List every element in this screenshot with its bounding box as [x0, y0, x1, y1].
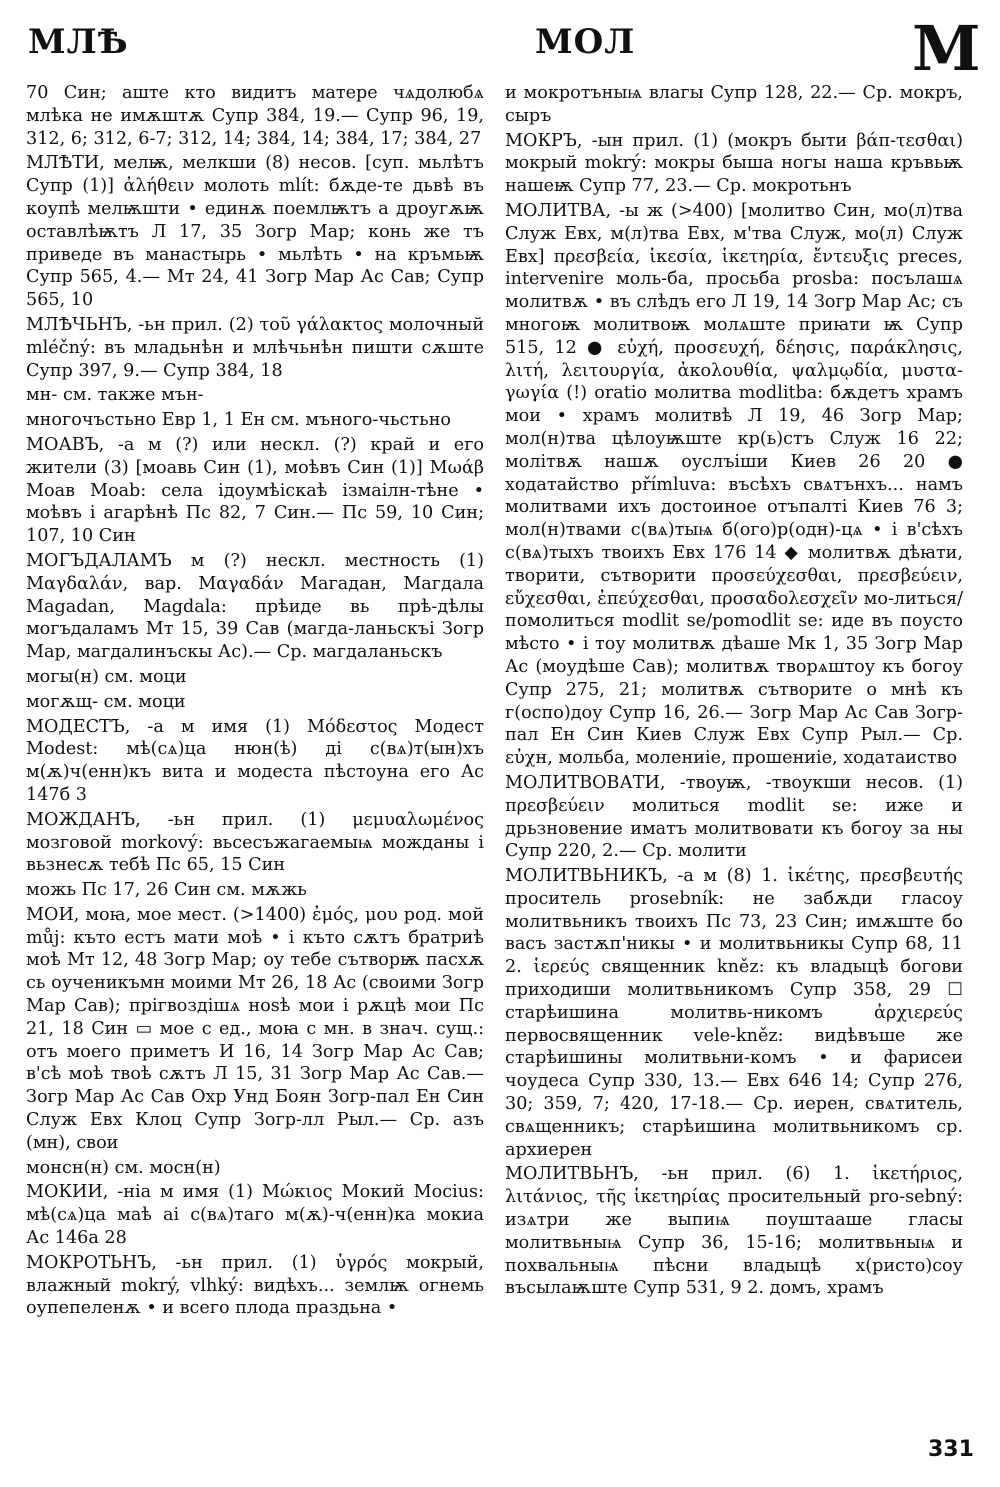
right-column	[505, 82, 963, 1302]
entry: МОКРОТЬНЪ, -ьн прил. (1) ὑγρός мокрый, влажный mokrý, vlhký: видѣхъ... землѭ огнемь оупепеленѫ • и всего плода праздьна •	[26, 1252, 484, 1319]
left-column	[26, 82, 484, 1322]
entry: МОКРЪ, -ын прил. (1) (мокръ быти βάπ-τεσθαι) мокрый mokrý: мокры быша ногы наша кръвьѭ нашеѭ Супр 77, 23.— Ср. мокротьнъ	[505, 130, 963, 197]
page-number: 331	[928, 1437, 974, 1462]
entry: МОЛИТВЬНЪ, -ьн прил. (6) 1. ἱκετήριος, λιτάνιος, τῆς ἱκετηρίας просительный pro-sebný: изѧтри же выпиѩ поуштааше гласы молитвьныѩ Супр 36, 15-16; молитвьныѩ и похвальныѩ пѣсни владыцѣ х(ристо)соу въсылаѭште Супр 531, 9 2. домъ, храмъ	[505, 1164, 963, 1299]
running-head-left: МЛѢ	[28, 22, 129, 62]
entry: МОЛИТВОВАТИ, -твоуѭ, -твоукши несов. (1) πρεσβεύειν молиться modlit se: иже и дрьзновение иматъ молитвовати къ богоу за ны Супр 220, 2.— Ср. молити	[505, 772, 963, 862]
entry: мн- см. также мън-	[26, 385, 204, 406]
entry: многочъстьно Евр 1, 1 Ен см. мъного-чьстьно	[26, 410, 452, 431]
entry: и мокротъныѩ влагы Супр 128, 22.— Ср. мокръ, сыръ	[505, 83, 963, 126]
running-head-center: МОЛ	[535, 22, 636, 62]
entry: можь Пс 17, 26 Син см. мѫжь	[26, 880, 307, 901]
section-letter: М	[912, 12, 981, 85]
entry: могы(н) см. моци	[26, 666, 187, 687]
entry: 70 Син; аште кто видитъ матере чѧдолюбѧ млѣка не имѫштѫ Супр 384, 19.— Супр 96, 19, 312, 6; 312, 6-7; 312, 14; 384, 14; 384, 17; 384, 27	[26, 83, 484, 149]
entry: МОЛИТВЬНИКЪ, -а м (8) 1. ἱκέτης, πρεσβευτής проситель prosebník: не забѫди гласоу молитвьникъ твоихъ Пс 73, 23 Син; имѫште бо васъ застѫп'никы • и молитвьникы Супр 68, 11 2. ἱερεύς священник kněz: къ владыцѣ богови приходиши молитвьникомъ Супр 358, 29 ☐ старѣишина молитвь-никомъ ἀρχιερεύς первосвященник vele-kněz: видѣвъше же старѣишины молитвьни-комъ • и фарисеи чоудеса Супр 330, 13.— Евх 646 14; Супр 276, 30; 359, 7; 420, 17-18.— Ср. иерен, свѧтитель, свѧщенникъ; старѣишина молитвьникомъ ср. архиерен	[505, 866, 963, 1160]
entry: МОАВЪ, -а м (?) или нескл. (?) край и его жители (3) [моавь Син (1), моѣвъ Син (1)] Μωάβ Моав Moab: села ідоумѣіскаѣ ізмаілн-тѣне • моѣвъ і агарѣнѣ Пс 82, 7 Син.— Пс 59, 10 Син; 107, 10 Син	[26, 434, 484, 547]
entry: могѫщ- см. моци	[26, 691, 186, 712]
entry: МОЖДАНЪ, -ьн прил. (1) μεμυαλωμένος мозговой morkový: вьсесъжагаемыѩ можданы і вьзнесѫ тебѣ Пс 65, 15 Син	[26, 809, 484, 876]
entry: монсн(н) см. мосн(н)	[26, 1157, 221, 1178]
entry: МОИ, моꙗ, мое мест. (>1400) ἐμός, μου род. мой můj: къто естъ мати моѣ • і къто сѫтъ братриѣ моѣ Мт 12, 48 Зогр Мар; оу тебе сътворѭ пасхѫ сь оученикъмн моими Мт 26, 18 Ас (своими Зогр Мар Сав); прігвоздішѧ ноѕѣ мои і рѫцѣ мои Пс 21, 18 Син ▭ мое с ед., моꙗ с мн. в знач. сущ.: отъ моего приметъ И 16, 14 Зогр Мар Ас Сав; в'сѣ моѣ твоѣ сѫтъ Л 15, 31 Зогр Мар Ас Сав.— Зогр Мар Ас Сав Охр Унд Боян Зогр-пал Ен Син Служ Евх Клоц Супр Зогр-лл Рыл.— Ср. азъ (мн), свои	[26, 904, 484, 1153]
entry: МОЛИТВА, -ы ж (>400) [молитво Син, мо(л)тва Служ Евх, м(л)тва Евх, м'тва Служ, мо(л) Служ Евх] πρεσβεία, ἱκεσία, ἱκετηρία, ἔντευξις preces, intervenire моль-ба, просьба prosba: посълашѧ молитвѫ • въ слѣдъ его Л 19, 14 Зогр Мар Ас; съ многоѭ молитвоѭ молѧште приꙗти ѭ Супр 515, 12 ● εὐχή, προσευχή, δέησις, παράκλησις, λιτή, λειτουργία, ἀκολουθία, ψαλμῳδία, μυστα-γωγία (!) oratio молитва modlitba: бѫдетъ храмъ мои • храмъ молитвѣ Л 19, 46 Зогр Мар; мол(н)тва цѣлоуѭште кр(ь)стъ Служ 16 22; молітвѫ нашѫ оуслъіши Киев 26 20 ● ходатайство přímluva: въсѣхъ свѧтънхъ... намъ молитвами ихъ достоиное отъпалті Киев 76 3; мол(н)твами с(вѧ)тыѩ б(ого)р(одн)-цѧ • і в'сѣхъ с(вѧ)тыхъ твоихъ Евх 176 14 ◆ молитвѫ дѣꙗти, творити, сътворити προσεύχεσθαι, πρεσβεύειν, εὔχεσθαι, ἐπεύχεσθαι, προσαδολεσχεῖν мо-литься/помолиться modlit se/pomodlit se: иде въ поусто мѣсто • і тоу молитвѫ дѣаше Мк 1, 35 Зогр Мар Ас (моудѣше Сав); молитвѫ творѧштоу къ богоу Супр 275, 21; молитвѫ сътворите о мнѣ къ г(оспо)доу Супр 16, 26.— Зогр Мар Ас Сав Зогр-пал Ен Син Киев Служ Евх Супр Рыл.— Ср. εὐχн, мольба, молениіе, прошениіе, ходатаиство	[505, 200, 963, 769]
entry: МЛѢЧЬНЪ, -ьн прил. (2) τοῦ γάλακτος молочный mléčný: въ младьнѣн и млѣчьнѣн пишти сѫште Супр 397, 9.— Супр 384, 18	[26, 314, 484, 381]
entry: МОГЪДАЛАМЪ м (?) нескл. местность (1) Μαγδαλάν, вар. Μαγαδάν Магадан, Магдала Magadan, Magdala: прѣиде вь прѣ-дѣлы могъдаламъ Мт 15, 39 Сав (магда-ланьскъі Зогр Мар, магдалинъскы Ас).— Ср. магдаланьскъ	[26, 550, 484, 663]
entry: МОКИИ, -ніа м имя (1) Μώκιος Мокий Mocius: мѣ(сѧ)ца маѣ аі с(вѧ)таго м(ѫ)-ч(енн)ка мокиа Ас 146а 28	[26, 1182, 484, 1249]
entry: МЛѢТИ, мелѭ, мелкши (8) несов. [суп. мьлѣтъ Супр (1)] ἀλήθειν молоть mlít: бѫде-те дьвѣ въ коупѣ мелѭшти • единѫ поемлѭтъ а дроугѫѭ оставлѣѭтъ Л 17, 35 Зогр Мар; конь же тъ приведе въ манастырь • мьлѣть • на кръмьѭ Супр 565, 4.— Мт 24, 41 Зогр Мар Ас Сав; Супр 565, 10	[26, 153, 484, 311]
entry: МОДЕСТЪ, -а м имя (1) Μόδεστος Модест Modest: мѣ(сѧ)ца нюн(ѣ) ді с(вѧ)т(ын)хъ м(ѫ)ч(енн)къ вита и модеста пѣстоуна его Ас 147б 3	[26, 716, 484, 805]
